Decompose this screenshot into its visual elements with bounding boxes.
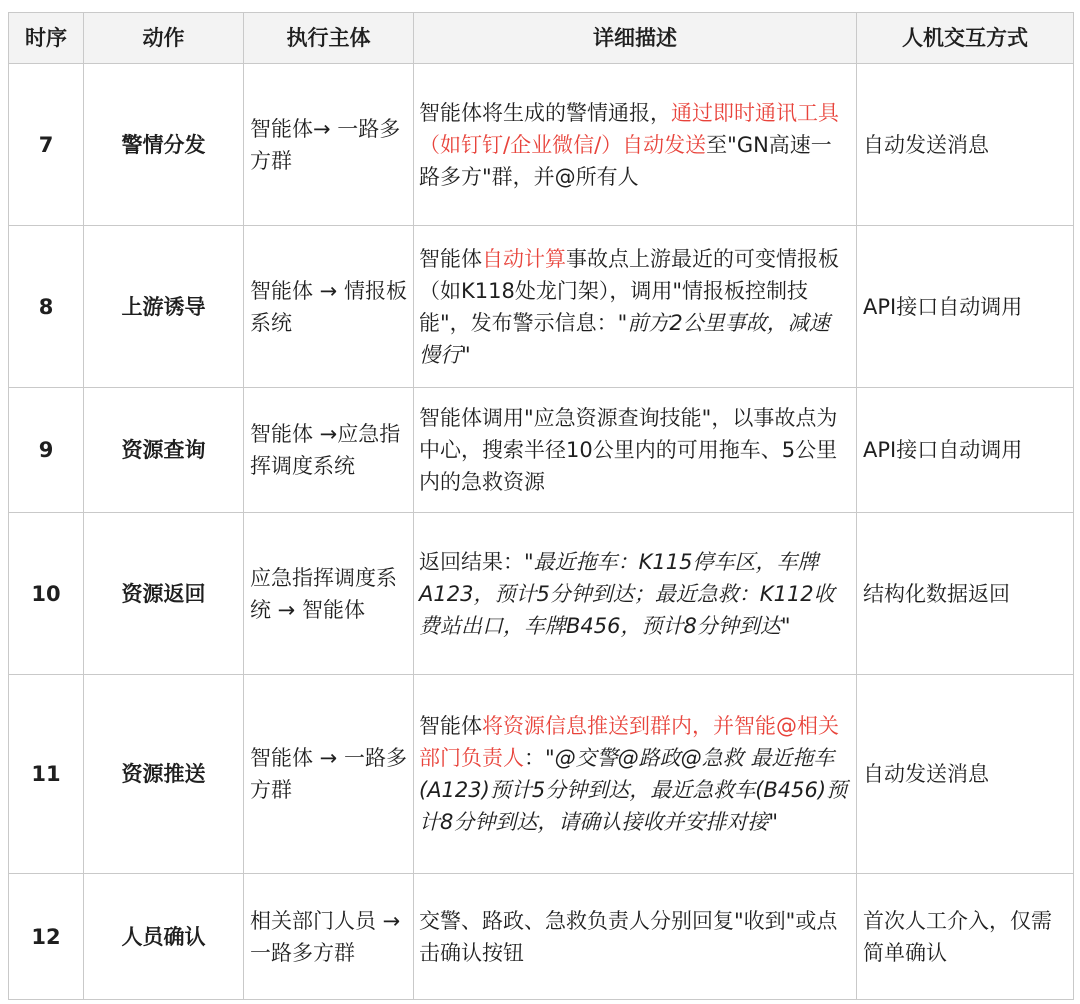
description-segment: ：	[524, 746, 545, 770]
table-row	[9, 513, 1074, 675]
workflow-table	[8, 12, 1074, 1000]
header-action: 动作	[84, 13, 244, 64]
table-row	[9, 874, 1074, 1000]
cell-seq: 10	[9, 513, 84, 675]
cell-action: 资源推送	[84, 675, 244, 874]
cell-actor: 应急指挥调度系统 → 智能体	[244, 513, 414, 675]
header-interaction-mode: 人机交互方式	[857, 13, 1074, 64]
cell-description	[414, 874, 857, 1000]
cell-description	[414, 64, 857, 226]
cell-action: 资源查询	[84, 388, 244, 513]
cell-actor: 智能体 → 一路多方群	[244, 675, 414, 874]
cell-actor: 智能体 → 情报板系统	[244, 226, 414, 388]
cell-seq: 8	[9, 226, 84, 388]
cell-seq: 7	[9, 64, 84, 226]
description-segment: 将资源信息推送到群内，并智能@相关部门负责人	[419, 714, 839, 770]
table-body	[9, 64, 1074, 1000]
description-segment: 智能体	[419, 246, 482, 271]
description-segment: 自动计算	[482, 246, 566, 271]
cell-action: 警情分发	[84, 64, 244, 226]
cell-seq: 12	[9, 874, 84, 1000]
cell-description	[414, 675, 857, 874]
description-segment: 返回结果：	[419, 549, 524, 574]
cell-seq: 9	[9, 388, 84, 513]
header-actor: 执行主体	[244, 13, 414, 64]
cell-interaction-mode: 首次人工介入，仅需简单确认	[857, 874, 1074, 1000]
cell-action: 资源返回	[84, 513, 244, 675]
cell-action: 人员确认	[84, 874, 244, 1000]
description-segment: 智能体	[419, 714, 482, 738]
description-segment: "前方2公里事故，减速慢行"	[419, 310, 830, 367]
cell-interaction-mode: API接口自动调用	[857, 388, 1074, 513]
cell-actor: 智能体 →应急指挥调度系统	[244, 388, 414, 513]
cell-actor: 相关部门人员 → 一路多方群	[244, 874, 414, 1000]
header-seq: 时序	[9, 13, 84, 64]
description-segment: 智能体将生成的警情通报，	[419, 100, 671, 125]
description-segment: 交警、路政、急救负责人分别回复"收到"或点击确认按钮	[419, 908, 838, 965]
description-segment: "最近拖车：K115停车区，车牌A123，预计5分钟到达；最近急救：K112收费站出口，车牌B456，预计8分钟到达"	[419, 549, 835, 638]
table-row	[9, 64, 1074, 226]
table-row	[9, 675, 1074, 874]
cell-description	[414, 513, 857, 675]
cell-action: 上游诱导	[84, 226, 244, 388]
table-row	[9, 388, 1074, 513]
cell-interaction-mode: 自动发送消息	[857, 675, 1074, 874]
header-row	[9, 13, 1074, 64]
cell-interaction-mode: 结构化数据返回	[857, 513, 1074, 675]
cell-seq: 11	[9, 675, 84, 874]
description-segment: "@交警@路政@急救 最近拖车(A123)预计5分钟到达，最近急救车(B456)预计8分钟到达，请确认接收并安排对接"	[419, 746, 848, 834]
header-description: 详细描述	[414, 13, 857, 64]
description-segment: 至"GN高速一路多方"群，并@所有人	[419, 132, 832, 189]
cell-actor: 智能体→ 一路多方群	[244, 64, 414, 226]
cell-interaction-mode: API接口自动调用	[857, 226, 1074, 388]
table-row	[9, 226, 1074, 388]
description-segment: 智能体调用"应急资源查询技能"，以事故点为中心，搜索半径10公里内的可用拖车、5公里内的急救资源	[419, 406, 838, 494]
cell-description	[414, 388, 857, 513]
description-segment: 通过即时通讯工具（如钉钉/企业微信/）自动发送	[419, 100, 839, 157]
cell-description	[414, 226, 857, 388]
description-segment: 事故点上游最近的可变情报板（如K118处龙门架），调用"情报板控制技能"，发布警示信息：	[419, 246, 839, 335]
cell-interaction-mode: 自动发送消息	[857, 64, 1074, 226]
